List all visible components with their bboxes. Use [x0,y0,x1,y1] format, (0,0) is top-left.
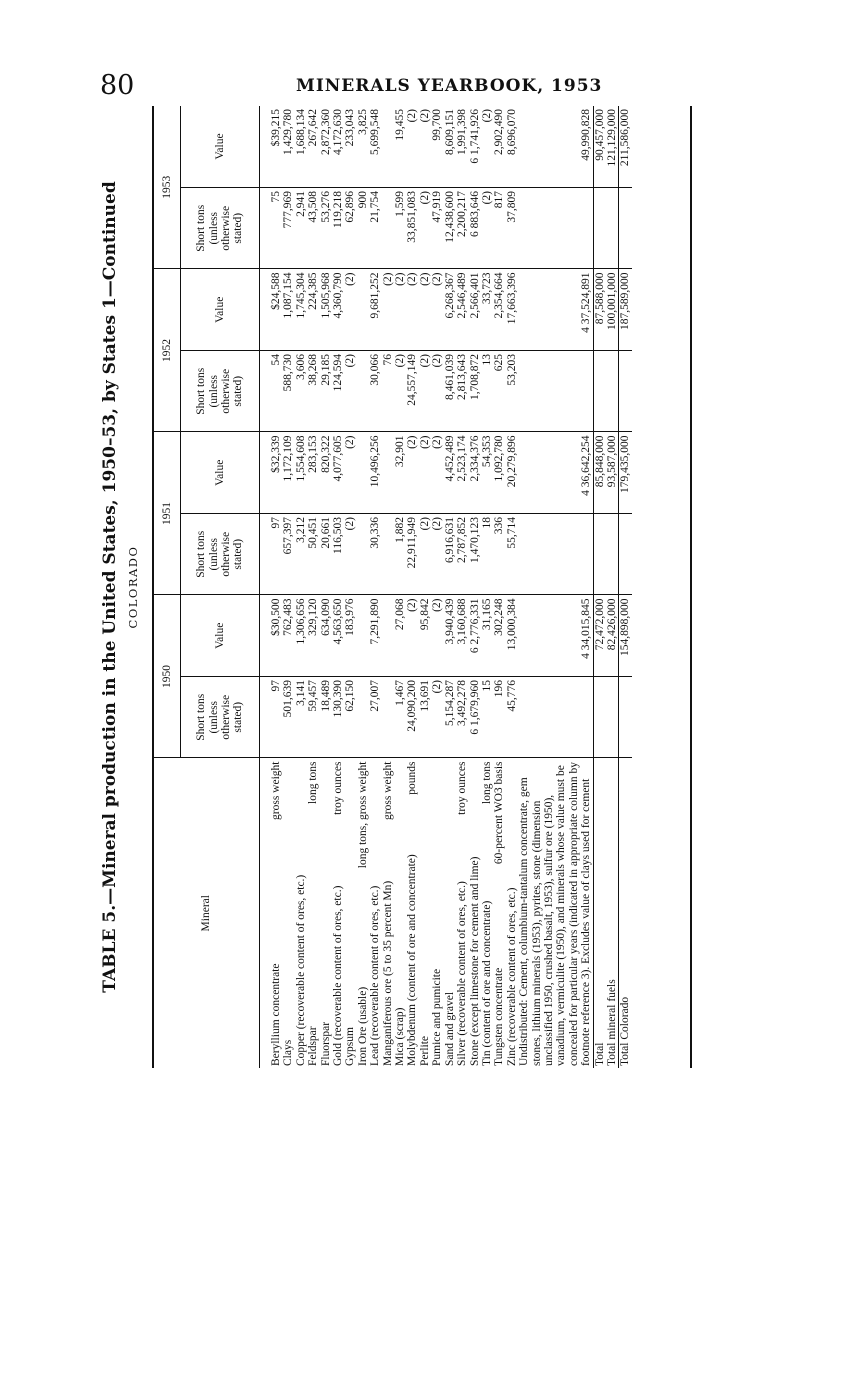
unit-label: troy ounces [456,761,469,815]
value-cell: 21,754 [369,188,381,270]
value-cell: 4,563,650 [332,595,344,677]
mineral-cell [493,758,505,1068]
value-cell: 224,385 [307,269,319,351]
qty-cell [606,514,619,596]
value-cell: 6 1,741,926 [469,106,481,188]
value-cell: 283,153 [307,432,319,514]
value-cell: 7,291,890 [369,595,381,677]
mineral-name: Stone (except limestone for cement and lime) [468,856,481,1066]
value-cell: 87,588,000 [593,269,606,351]
mineral-cell [406,758,418,1068]
unit-label: gross weight [270,761,282,820]
unit-label: gross weight [381,761,394,820]
mineral-name: Zinc (recoverable content of ores, etc.) [505,887,518,1066]
mineral-name: Tungsten concentrate [493,967,506,1066]
value-cell: 33,851,083 [406,188,418,270]
mineral-cell [481,758,493,1068]
value-cell: 501,639 [282,677,294,759]
value-cell: 50,451 [307,514,319,596]
value-cell: 18 [481,514,493,596]
value-cell: (2) [419,269,431,351]
table-row [344,106,356,1068]
value-cell: 45,776 [506,677,518,759]
value-cell: 53,276 [320,188,332,270]
value-cell: (2) [394,269,406,351]
table-row [419,106,431,1068]
value-cell: 1,745,304 [295,269,307,351]
mineral-cell [456,758,468,1068]
mineral-name: Copper (recoverable content of ores, etc.) [294,874,307,1066]
total-label: Total [593,758,606,1068]
qty-cell [606,351,619,433]
mineral-name: Fluorspar [319,1021,332,1066]
value-cell: $32,339 [270,432,282,514]
page-number: 80 [100,70,135,101]
qty-cell [593,351,606,433]
value-cell [357,595,369,677]
state-name: COLORADO [126,545,140,629]
value-cell: 625 [493,351,505,433]
value-cell: 183,976 [344,595,356,677]
value-cell: 22,911,949 [406,514,418,596]
value-cell: 302,248 [493,595,505,677]
mineral-name: Sand and gravel [443,991,456,1066]
value-cell: 1,467 [394,677,406,759]
table-row [493,106,505,1068]
total-row [593,106,606,1068]
qty-cell [619,677,632,759]
value-cell: 1,429,780 [282,106,294,188]
total-label: Total mineral fuels [605,979,618,1066]
value-cell: (2) [419,106,431,188]
value-cell: 8,696,070 [506,106,518,188]
unit-label: troy ounces [332,761,345,815]
table-row [431,106,443,1068]
qty-header: Short tons (unless otherwise stated) [181,351,260,433]
value-cell: 820,322 [320,432,332,514]
value-cell: $39,215 [270,106,282,188]
value-cell: 1,991,398 [456,106,468,188]
value-cell: 777,969 [282,188,294,270]
value-cell: 6,916,631 [444,514,456,596]
value-cell: 38,268 [307,351,319,433]
value-cell: 82,426,000 [606,595,619,677]
value-cell: (2) [431,351,443,433]
value-cell: 76 [382,351,394,433]
year-header-1953: 1953 [154,106,181,269]
mineral-name: Feldspar [307,1026,320,1066]
value-cell: 9,681,252 [369,269,381,351]
value-cell: 13,000,384 [506,595,518,677]
value-cell: 2,787,852 [456,514,468,596]
value-cell: 4 36,642,254 [518,432,593,514]
table-row [357,106,369,1068]
qty-cell [619,188,632,270]
table-row [481,106,493,1068]
value-cell: 32,901 [394,432,406,514]
qty-cell [518,514,593,596]
value-cell: 4 34,015,845 [518,595,593,677]
mineral-cell [357,758,369,1068]
value-cell: (2) [406,432,418,514]
value-cell [357,514,369,596]
table-row [444,106,456,1068]
value-cell [382,595,394,677]
value-cell: 59,457 [307,677,319,759]
value-cell: 53,203 [506,351,518,433]
value-cell: 85,848,000 [593,432,606,514]
value-cell: 1,470,123 [469,514,481,596]
production-table [152,106,692,1068]
mineral-cell [270,758,282,1068]
table-title: TABLE 5.—Mineral production in the United States, 1950–53, by States 1—Continued [100,181,120,993]
value-cell: 20,661 [320,514,332,596]
table-row [506,106,518,1068]
value-cell: (2) [419,351,431,433]
value-cell: 100,001,000 [606,269,619,351]
mineral-name: Perlite [418,1035,431,1066]
value-cell: (2) [431,677,443,759]
value-cell: 124,594 [332,351,344,433]
year-header-1951: 1951 [154,432,181,595]
table-row [332,106,344,1068]
value-cell: 5,154,287 [444,677,456,759]
value-header: Value [181,595,260,677]
qty-cell [593,514,606,596]
value-cell: 2,813,643 [456,351,468,433]
value-cell [357,677,369,759]
value-cell: 6,268,367 [444,269,456,351]
value-cell: 3,940,439 [444,595,456,677]
value-cell: (2) [431,269,443,351]
mineral-name: Lead (recoverable content of ores, etc.) [369,885,382,1066]
value-cell: 1,882 [394,514,406,596]
value-cell: 211,586,000 [619,106,632,188]
mineral-name: Iron Ore (usable) [356,986,369,1066]
running-title: MINERALS YEARBOOK, 1953 [296,76,603,96]
value-cell: 3,492,278 [456,677,468,759]
fuels-row [606,106,619,1068]
value-cell: 47,919 [431,188,443,270]
mineral-name: Beryllium concentrate [270,963,282,1066]
value-cell: 3,212 [295,514,307,596]
qty-header: Short tons (unless otherwise stated) [181,514,260,596]
value-cell: 24,557,149 [406,351,418,433]
qty-cell [518,188,593,270]
value-cell: 3,160,688 [456,595,468,677]
value-cell: 54,353 [481,432,493,514]
qty-cell [606,188,619,270]
value-cell: 1,172,109 [282,432,294,514]
value-cell: 817 [493,188,505,270]
value-cell: 130,390 [332,677,344,759]
value-cell: 13,691 [419,677,431,759]
value-cell: 196 [493,677,505,759]
value-cell: 329,120 [307,595,319,677]
table-body [260,106,632,1068]
year-header-1952: 1952 [154,269,181,432]
value-cell: 62,150 [344,677,356,759]
value-cell: 3,606 [295,351,307,433]
mineral-name: Tin (content of ore and concentrate) [480,900,493,1066]
value-cell: 336 [493,514,505,596]
qty-cell [606,677,619,759]
value-cell: 2,354,664 [493,269,505,351]
mineral-cell [332,758,344,1068]
value-cell: 37,809 [506,188,518,270]
table-row [282,106,294,1068]
qty-cell [619,514,632,596]
value-cell: 97 [270,677,282,759]
table-row [307,106,319,1068]
value-cell: 15 [481,677,493,759]
value-cell: (2) [382,269,394,351]
value-cell: 72,472,000 [593,595,606,677]
mineral-cell [394,758,406,1068]
value-cell: 6 883,646 [469,188,481,270]
value-cell: 900 [357,188,369,270]
value-cell: 12,438,600 [444,188,456,270]
table-row [270,106,282,1068]
value-cell: (2) [344,432,356,514]
value-cell: 1,505,968 [320,269,332,351]
mineral-cell [369,758,381,1068]
value-cell: 93,587,000 [606,432,619,514]
mineral-cell [295,758,307,1068]
value-cell: 30,336 [369,514,381,596]
value-cell: 19,455 [394,106,406,188]
mineral-name: Gypsum [344,1027,357,1066]
value-cell: 119,218 [332,188,344,270]
value-header: Value [181,106,260,188]
value-cell: 54 [270,351,282,433]
unit-label: long tons, gross weight [356,761,369,869]
value-cell: 267,642 [307,106,319,188]
qty-cell [593,188,606,270]
value-cell: (2) [431,595,443,677]
value-cell: 1,087,154 [282,269,294,351]
value-cell: 1,306,656 [295,595,307,677]
value-cell: 121,129,000 [606,106,619,188]
rotated-table-region [100,106,694,1068]
mineral-name: Manganiferous ore (5 to 35 percent Mn) [381,880,394,1066]
value-cell: 1,092,780 [493,432,505,514]
value-cell: (2) [431,514,443,596]
value-cell: 6 1,679,960 [469,677,481,759]
value-cell: 49,990,828 [518,106,593,188]
value-cell [382,106,394,188]
value-cell: 8,609,151 [444,106,456,188]
value-cell: 762,483 [282,595,294,677]
value-cell: 95,842 [419,595,431,677]
mineral-cell [307,758,319,1068]
mineral-name: Gold (recoverable content of ores, etc.) [332,885,345,1066]
value-cell: 13 [481,351,493,433]
value-cell: 2,941 [295,188,307,270]
mineral-cell [506,758,518,1068]
value-cell: 1,554,608 [295,432,307,514]
value-cell: 1,599 [394,188,406,270]
value-cell [357,351,369,433]
total-label: Total Colorado [619,758,632,1068]
value-cell [382,432,394,514]
value-header: Value [181,432,260,514]
mineral-cell [444,758,456,1068]
value-cell: (2) [419,514,431,596]
value-cell: (2) [344,351,356,433]
value-cell: 17,663,396 [506,269,518,351]
value-cell: 233,043 [344,106,356,188]
value-cell: 2,566,401 [469,269,481,351]
undistributed-row [518,106,593,1068]
qty-cell [619,351,632,433]
value-cell [382,514,394,596]
unit-label: long tons [307,761,320,804]
value-cell [382,188,394,270]
value-cell: 8,461,039 [444,351,456,433]
undistributed-text: Undistributed: Cement, columbium-tantalum concentrate, gem stones, lithium minerals (1953), pyrites, stone (dimension unclassified 1950, crushed basalt, 1953), sulfur ore (1950), vanadium, vermiculite (1950), and minerals whose value must be concealed for particular years (indicated in appropriate column by footnote reference 3). Excludes value of clays used for cement [518,762,593,1066]
mineral-cell [282,758,294,1068]
value-cell: 4 37,524,891 [518,269,593,351]
mineral-cell [344,758,356,1068]
value-cell: 27,068 [394,595,406,677]
mineral-cell [419,758,431,1068]
table-row [456,106,468,1068]
table-row [369,106,381,1068]
unit-label: 60-percent WO3 basis [493,761,506,865]
mineral-cell [382,758,394,1068]
value-cell: $30,500 [270,595,282,677]
value-cell: 154,898,000 [619,595,632,677]
qty-header: Short tons (unless otherwise stated) [181,677,260,759]
value-cell: (2) [406,595,418,677]
value-cell: 5,699,548 [369,106,381,188]
table-row [394,106,406,1068]
value-cell: (2) [344,514,356,596]
table-row [469,106,481,1068]
value-cell: 97 [270,514,282,596]
value-cell: 588,730 [282,351,294,433]
value-cell: 29,185 [320,351,332,433]
value-header: Value [181,269,260,351]
value-cell: 2,546,489 [456,269,468,351]
value-cell: 33,723 [481,269,493,351]
value-cell: 27,007 [369,677,381,759]
value-cell: 99,700 [431,106,443,188]
value-cell [357,269,369,351]
unit-label: pounds [406,761,419,795]
value-cell: 24,090,200 [406,677,418,759]
mineral-column-header: Mineral [154,758,260,1068]
value-cell: 2,334,376 [469,432,481,514]
value-cell: (2) [419,188,431,270]
value-cell [357,432,369,514]
value-cell [382,677,394,759]
mineral-name: Molybdenum (content of ore and concentrate) [406,854,419,1066]
table-row [320,106,332,1068]
value-cell: 75 [270,188,282,270]
value-cell: 1,708,872 [469,351,481,433]
value-cell: (2) [481,188,493,270]
value-cell: (2) [406,269,418,351]
table-row [406,106,418,1068]
mineral-cell [469,758,481,1068]
mineral-name: Clays [282,1039,295,1066]
unit-label: long tons [480,761,493,804]
value-cell: 4,172,630 [332,106,344,188]
mineral-cell [431,758,443,1068]
value-cell: 31,165 [481,595,493,677]
value-cell: 3,141 [295,677,307,759]
year-header-1950: 1950 [154,595,181,758]
value-cell: 90,457,000 [593,106,606,188]
qty-cell [593,677,606,759]
value-cell: 2,872,360 [320,106,332,188]
value-cell: 657,397 [282,514,294,596]
qty-cell [518,351,593,433]
mineral-name: Mica (scrap) [394,1007,407,1066]
value-cell: 2,200,217 [456,188,468,270]
value-cell: 1,688,134 [295,106,307,188]
value-cell: 62,896 [344,188,356,270]
mineral-name: Silver (recoverable content of ores, etc.) [456,881,469,1066]
qty-header: Short tons (unless otherwise stated) [181,188,260,270]
mineral-name: Pumice and pumicite [431,968,444,1066]
value-cell: 55,714 [506,514,518,596]
state-total-row [619,106,632,1068]
value-cell: 6 2,776,331 [469,595,481,677]
value-cell: (2) [431,432,443,514]
value-cell: 4,360,790 [332,269,344,351]
value-cell: 116,503 [332,514,344,596]
value-cell: 30,066 [369,351,381,433]
value-cell: 187,589,000 [619,269,632,351]
table-row [295,106,307,1068]
value-cell: 43,508 [307,188,319,270]
value-cell: (2) [344,269,356,351]
value-cell: 179,435,000 [619,432,632,514]
value-cell: (2) [394,351,406,433]
value-cell: 20,279,896 [506,432,518,514]
value-cell: 634,090 [320,595,332,677]
value-cell: 10,496,256 [369,432,381,514]
value-cell: 18,489 [320,677,332,759]
value-cell: (2) [419,432,431,514]
value-cell: 3,825 [357,106,369,188]
value-cell: 4,452,489 [444,432,456,514]
mineral-cell [320,758,332,1068]
qty-cell [518,677,593,759]
value-cell: $24,588 [270,269,282,351]
value-cell: (2) [406,106,418,188]
value-cell: 4,077,605 [332,432,344,514]
value-cell: (2) [481,106,493,188]
value-cell: 2,902,490 [493,106,505,188]
value-cell: 2,523,174 [456,432,468,514]
table-row [382,106,394,1068]
